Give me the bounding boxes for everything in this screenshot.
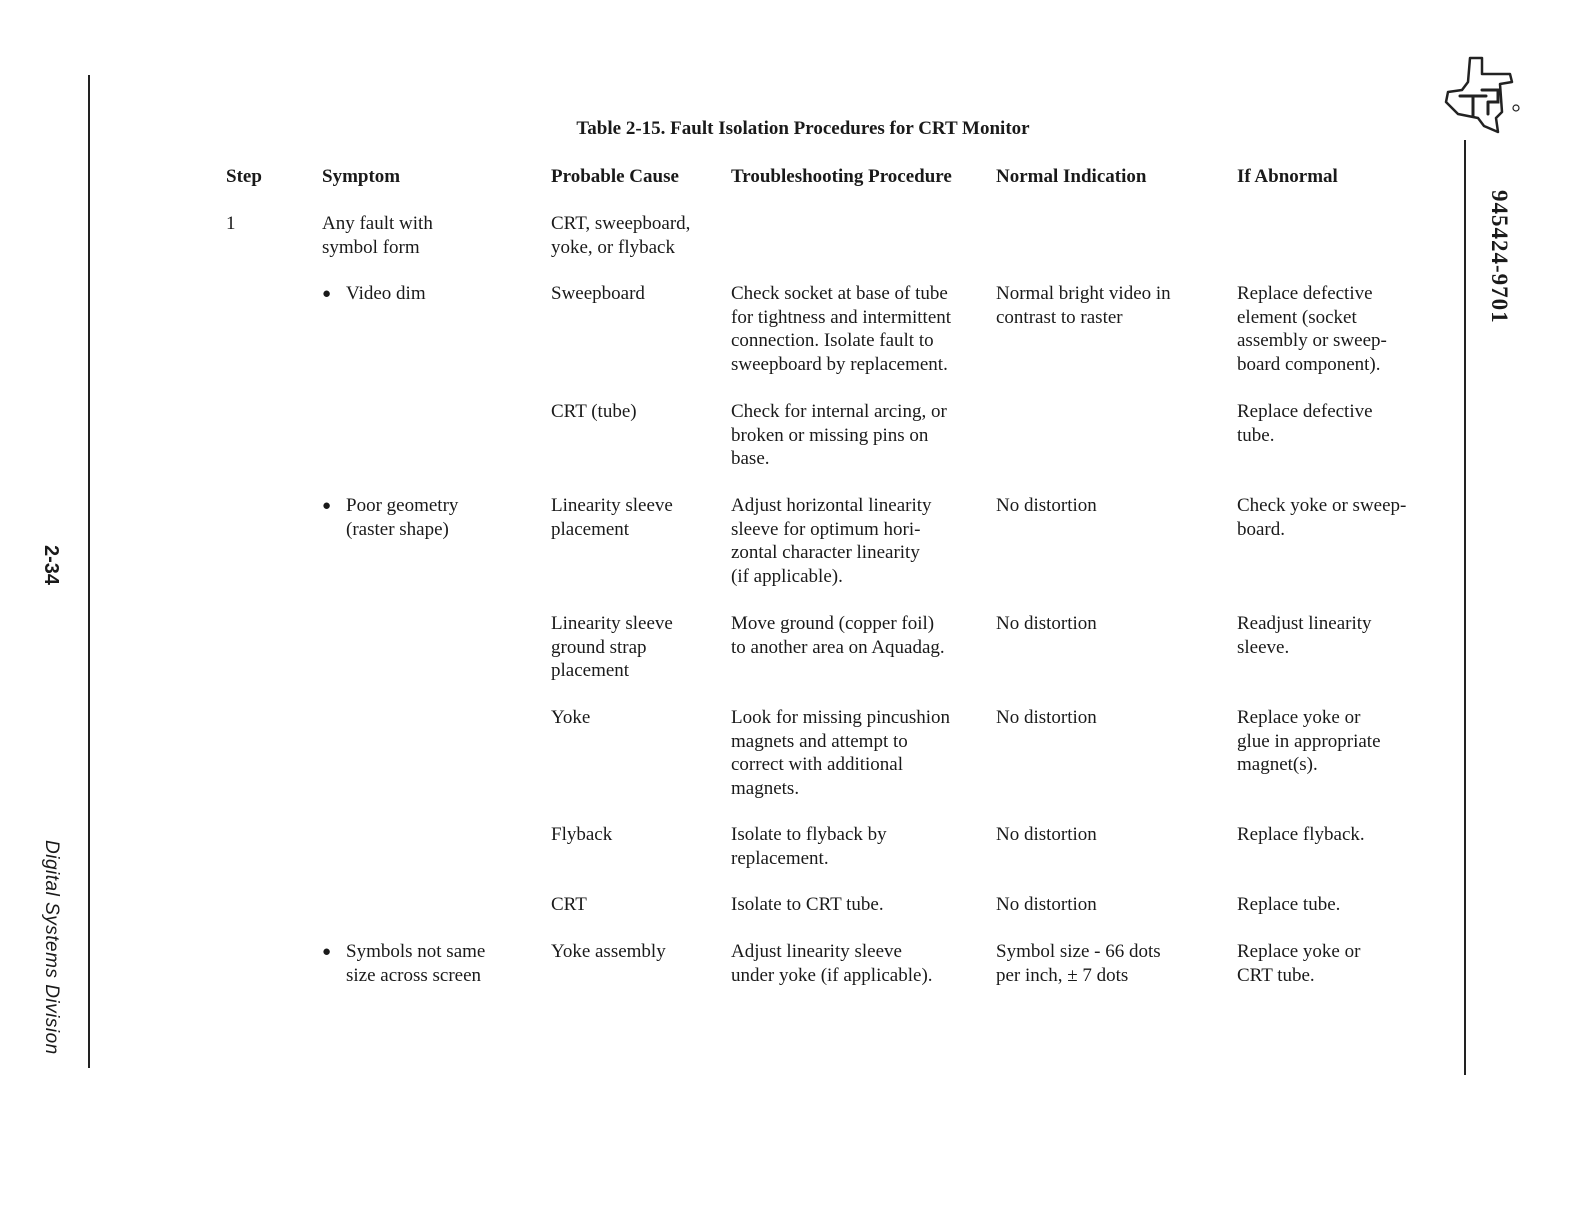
procedure-text: Isolate to CRT tube. <box>731 894 884 915</box>
page-number: 2-34 <box>40 545 62 586</box>
symptom-text: Video dim <box>346 283 426 304</box>
abnormal-action-text: Replace defective tube. <box>1237 401 1373 446</box>
abnormal-action-text: Readjust linearity sleeve. <box>1237 613 1372 658</box>
normal-indication-text: No distortion <box>996 613 1097 634</box>
abnormal-action-text: Check yoke or sweep- board. <box>1237 495 1407 540</box>
header-normal-indication: Normal Indication <box>996 166 1147 187</box>
procedure-text: Look for missing pincushion magnets and attempt to correct with additional magnets. <box>731 707 951 799</box>
header-if-abnormal: If Abnormal <box>1237 166 1338 187</box>
abnormal-action-text: Replace yoke or CRT tube. <box>1237 941 1361 986</box>
procedure-text: Adjust linearity sleeve under yoke (if applicable). <box>731 941 933 986</box>
bullet-icon: ● <box>322 944 332 960</box>
cause-text: CRT, sweepboard, yoke, or flyback <box>551 213 691 258</box>
procedure-text: Check for internal arcing, or broken or missing pins on base. <box>731 401 947 469</box>
symptom-text: Any fault with symbol form <box>322 213 433 258</box>
abnormal-action-text: Replace tube. <box>1237 894 1341 915</box>
procedure-text: Check socket at base of tube for tightness and intermittent connection. Isolate fault to sweepboard by replacement. <box>731 283 952 375</box>
symptom-text: Poor geometry (raster shape) <box>346 495 459 540</box>
step-number: 1 <box>226 213 236 234</box>
left-margin-rule <box>88 75 90 1068</box>
header-step: Step <box>226 166 262 187</box>
normal-indication-text: No distortion <box>996 707 1097 728</box>
abnormal-action-text: Replace yoke or glue in appropriate magnet(s). <box>1237 707 1381 775</box>
symptom-text: Symbols not same size across screen <box>346 941 486 986</box>
bullet-icon: ● <box>322 286 332 302</box>
procedure-text: Move ground (copper foil) to another area on Aquadag. <box>731 613 945 658</box>
procedure-text: Adjust horizontal linearity sleeve for optimum hori- zontal character linearity (if applicable). <box>731 495 932 587</box>
cause-text: Flyback <box>551 824 613 845</box>
abnormal-action-text: Replace defective element (socket assembly or sweep- board component). <box>1237 283 1387 375</box>
normal-indication-text: Symbol size - 66 dots per inch, ± 7 dots <box>996 941 1161 986</box>
procedure-text: Isolate to flyback by replacement. <box>731 824 887 869</box>
header-probable-cause: Probable Cause <box>551 166 679 187</box>
normal-indication-text: No distortion <box>996 894 1097 915</box>
normal-indication-text: No distortion <box>996 495 1097 516</box>
cause-text: Linearity sleeve ground strap placement <box>551 613 673 681</box>
abnormal-action-text: Replace flyback. <box>1237 824 1365 845</box>
header-troubleshooting-procedure: Troubleshooting Procedure <box>731 166 952 187</box>
cause-text: CRT <box>551 894 587 915</box>
division-label: Digital Systems Division <box>41 840 62 1055</box>
cause-text: Sweepboard <box>551 283 645 304</box>
header-symptom: Symptom <box>322 166 401 187</box>
document-number: 945424-9701 <box>1487 190 1512 324</box>
right-margin-rule <box>1464 140 1466 1075</box>
cause-text: Yoke <box>551 707 591 728</box>
cause-text: Yoke assembly <box>551 941 666 962</box>
bullet-icon: ● <box>322 498 332 514</box>
cause-text: CRT (tube) <box>551 401 637 422</box>
cause-text: Linearity sleeve placement <box>551 495 673 540</box>
normal-indication-text: Normal bright video in contrast to raster <box>996 283 1171 328</box>
table-title: Table 2-15. Fault Isolation Procedures for CRT Monitor <box>576 118 1030 139</box>
normal-indication-text: No distortion <box>996 824 1097 845</box>
